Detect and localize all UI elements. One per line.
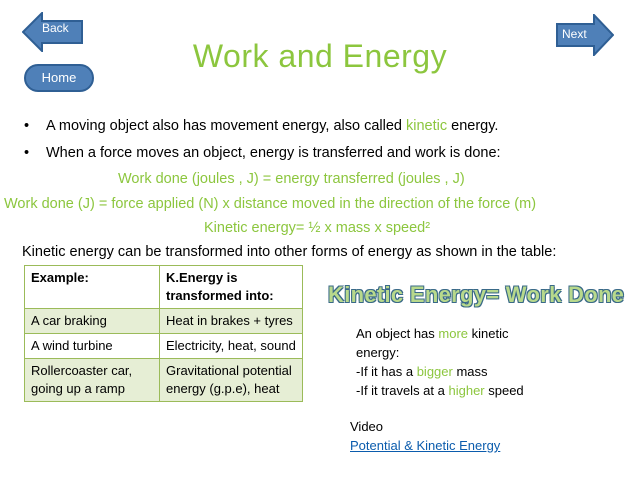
header-transformed: K.Energy is transformed into: [160,266,303,309]
table-header-row [25,266,303,309]
bullet-kinetic-energy [24,118,498,134]
highlight-higher: higher [448,383,485,398]
header-example: Example: [25,266,160,309]
page-title: Work and Energy [192,38,448,74]
bullet-text-end: energy. [447,118,499,134]
highlight-bigger: bigger [416,364,453,379]
bullet-text: When a force moves an object, energy is transferred and work is done: [46,145,501,161]
table-row [25,334,303,359]
cell-transformed: Gravitational potential energy (g.p.e), heat [160,359,303,402]
bullet-dot: • [24,118,30,134]
note-line: -If it has a bigger mass [356,364,488,379]
kinetic-energy-note [356,324,524,400]
cell-example: A car braking [25,309,160,334]
back-label: Back [42,21,69,35]
video-section [350,417,500,455]
next-label: Next [562,27,587,41]
cell-example: Rollercoaster car, going up a ramp [25,359,160,402]
cell-example: A wind turbine [25,334,160,359]
video-link[interactable]: Potential & Kinetic Energy [350,438,501,453]
bullet-dot: • [24,145,30,161]
video-label: Video [350,419,384,434]
note-line: -If it travels at a higher speed [356,383,524,398]
next-button[interactable] [556,14,614,56]
cell-transformed: Heat in brakes + tyres [160,309,303,334]
highlight-more: more [438,326,469,341]
ke-work-heading: Kinetic Energy= Work Done [328,282,625,307]
table-row [25,309,303,334]
table-intro: Kinetic energy can be transformed into other forms of energy as shown in the table: [22,244,557,260]
note-line: energy: [356,345,400,360]
formula-work-force: Work done (J) = force applied (N) x distance moved in the direction of the force (m) [4,196,537,212]
table-row [25,359,303,402]
formula-kinetic-energy: Kinetic energy= ½ x mass x speed² [204,220,431,236]
cell-transformed: Electricity, heat, sound [160,334,303,359]
bullet-work-done [24,145,501,161]
home-button[interactable]: Home [24,64,94,92]
back-button[interactable] [22,12,84,52]
note-line: An object has more kinetic [356,326,509,341]
bullet-text: A moving object also has movement energy, also called [46,118,407,134]
energy-transformation-table [24,265,303,402]
highlight-kinetic: kinetic [406,118,448,134]
formula-work-energy: Work done (joules , J) = energy transferred (joules , J) [118,171,465,187]
